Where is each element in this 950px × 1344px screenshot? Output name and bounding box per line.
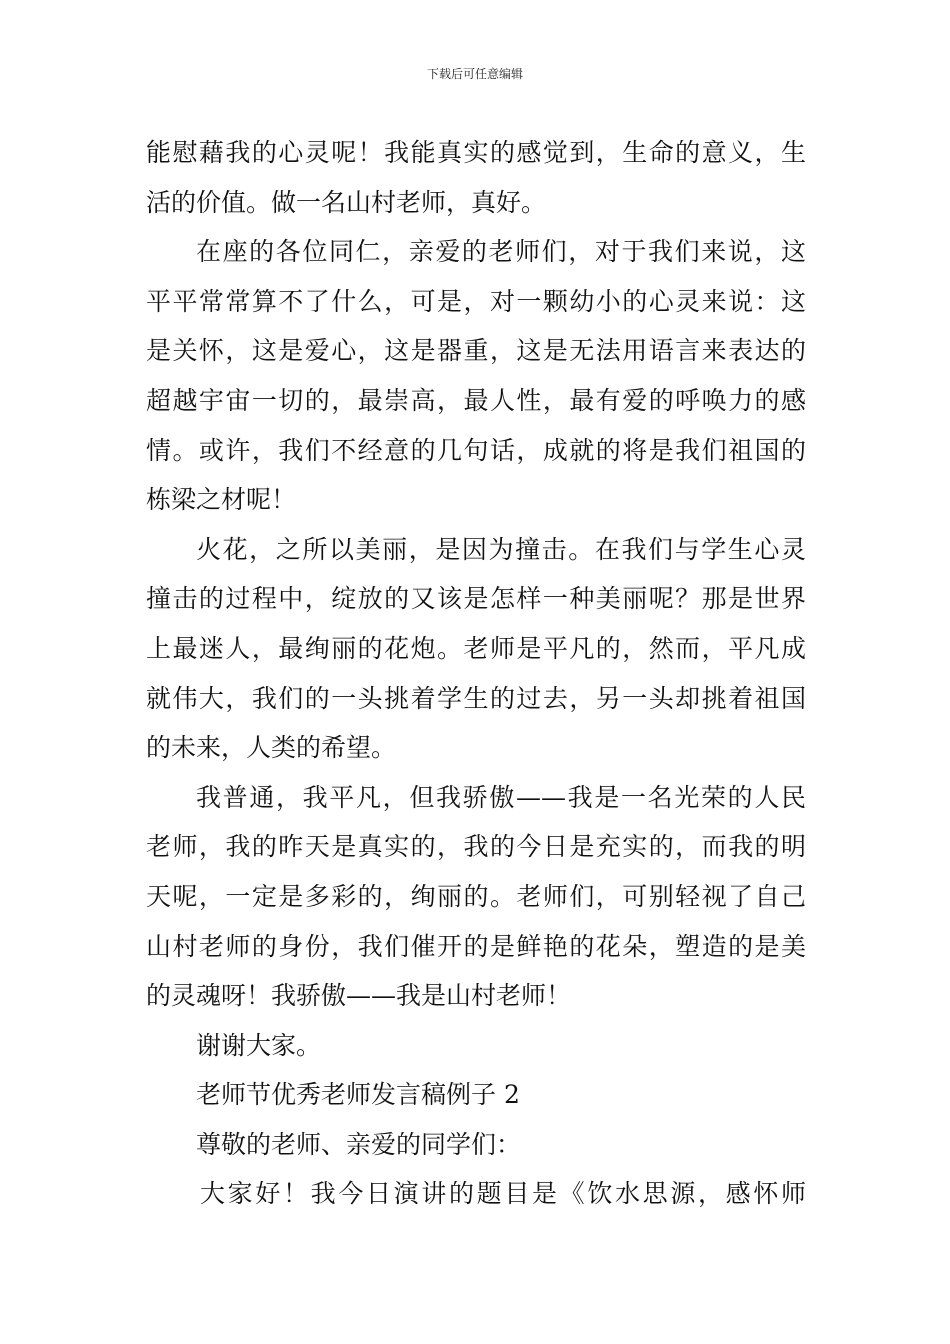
text-line: 天呢，一定是多彩的，绚丽的。老师们，可别轻视了自己 xyxy=(146,881,806,911)
text-line: 的未来，人类的希望。 xyxy=(146,733,397,763)
text-line: 我普通，我平凡，但我骄傲——我是一名光荣的人民 xyxy=(196,782,806,812)
text-line: 栋梁之材呢！ xyxy=(146,485,297,515)
text-line: 尊敬的老师、亲爱的同学们： xyxy=(196,1129,522,1159)
text-line: 情。或许，我们不经意的几句话，成就的将是我们祖国的 xyxy=(146,435,806,465)
text-line: 谢谢大家。 xyxy=(196,1030,322,1060)
text-line: 山村老师的身份，我们催开的是鲜艳的花朵，塑造的是美 xyxy=(146,931,806,961)
text-line: 平平常常算不了什么，可是，对一颗幼小的心灵来说：这 xyxy=(146,286,806,316)
text-line: 老师节优秀老师发言稿例子 2 xyxy=(196,1080,520,1110)
page-header: 下载后可任意编辑 xyxy=(426,67,523,81)
text-line: 的灵魂呀！我骄傲——我是山村老师！ xyxy=(146,981,572,1011)
text-line: 能慰藉我的心灵呢！我能真实的感觉到，生命的意义，生 xyxy=(146,138,806,167)
document-body xyxy=(146,128,806,1219)
text-line: 就伟大，我们的一头挑着学生的过去，另一头却挑着祖国 xyxy=(146,683,806,713)
text-line: 大家好！我今日演讲的题目是《饮水思源，感怀师 xyxy=(200,1179,806,1209)
text-line: 超越宇宙一切的，最崇高，最人性，最有爱的呼唤力的感 xyxy=(146,385,806,415)
text-line: 火花，之所以美丽，是因为撞击。在我们与学生心灵 xyxy=(196,534,806,564)
text-line: 老师，我的昨天是真实的，我的今日是充实的，而我的明 xyxy=(146,832,806,862)
text-line: 在座的各位同仁，亲爱的老师们，对于我们来说，这 xyxy=(196,237,806,267)
text-line: 活的价值。做一名山村老师，真好。 xyxy=(146,187,547,217)
text-line: 上最迷人，最绚丽的花炮。老师是平凡的，然而，平凡成 xyxy=(146,633,806,663)
text-line: 撞击的过程中，绽放的又该是怎样一种美丽呢？那是世界 xyxy=(146,584,806,614)
text-line: 是关怀，这是爱心，这是器重，这是无法用语言来表达的 xyxy=(146,336,806,366)
